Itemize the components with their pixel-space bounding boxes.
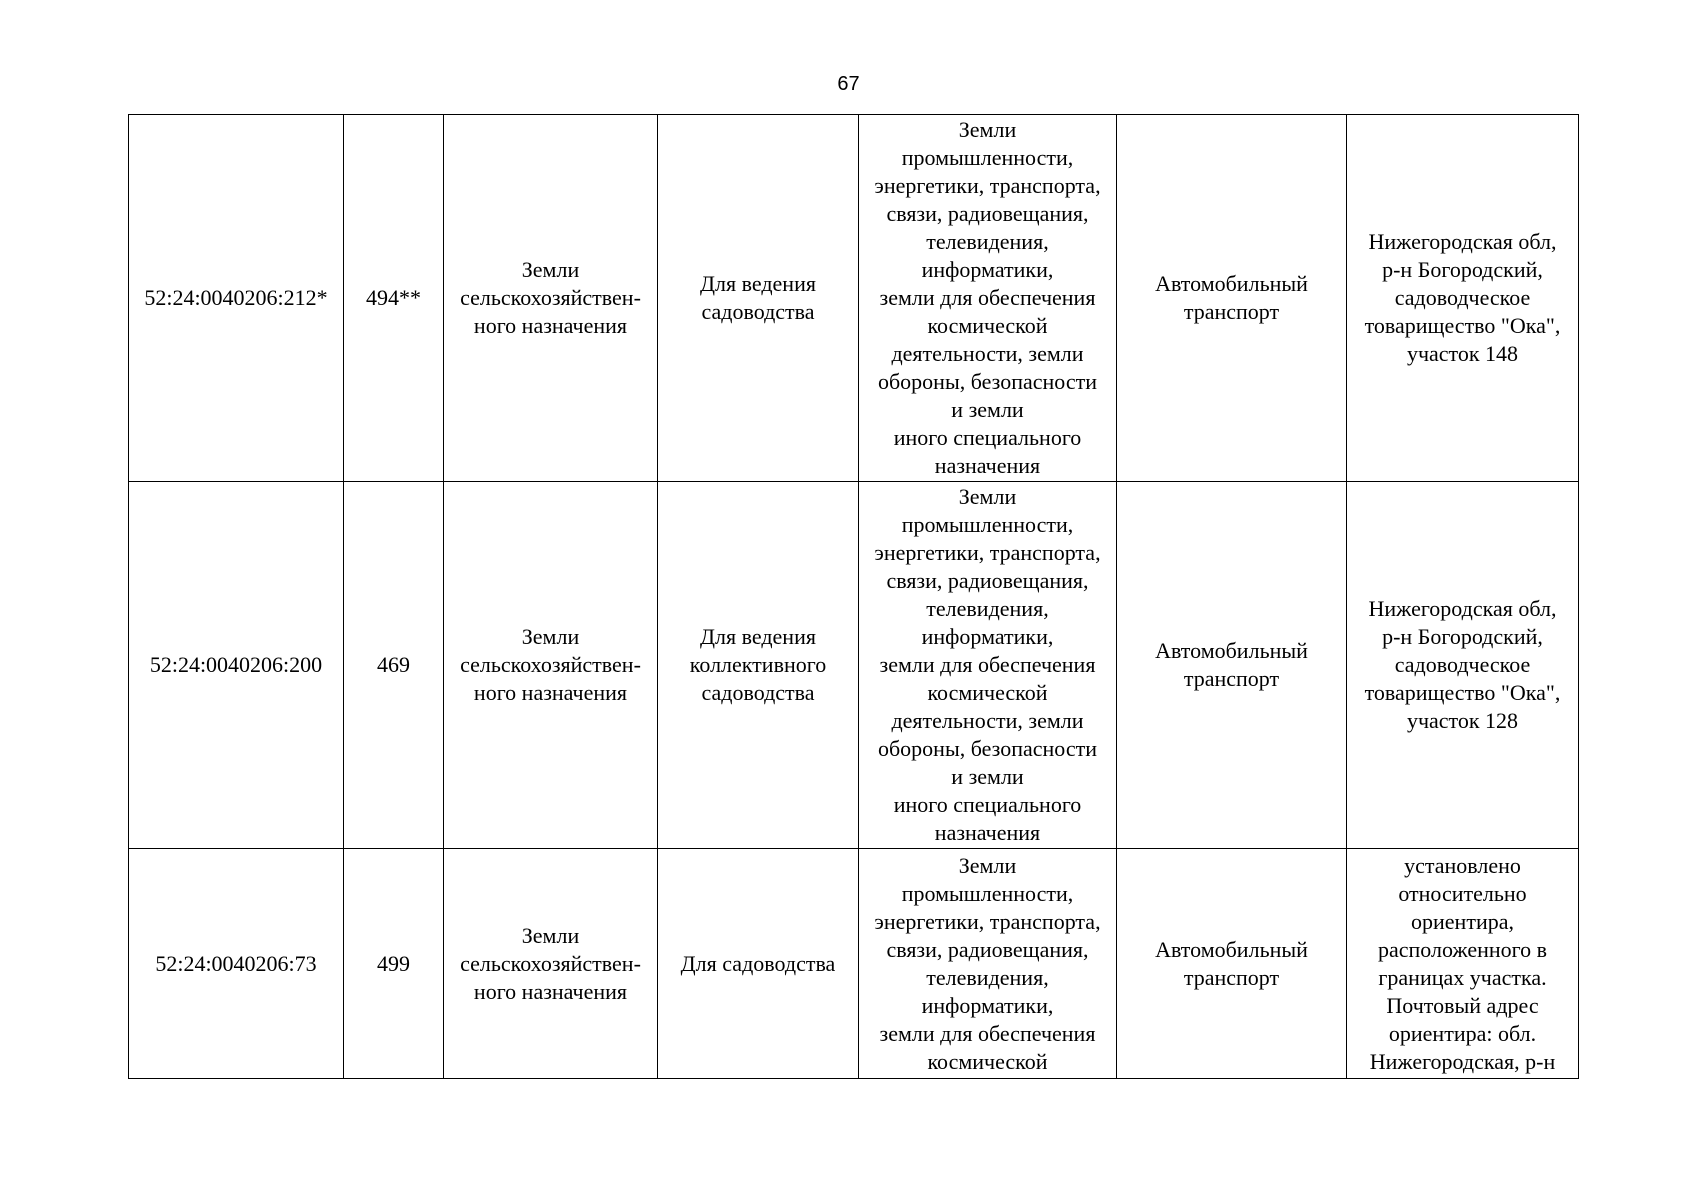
purpose-cell: Автомобильный транспорт (1117, 482, 1347, 849)
area-cell: 494** (344, 115, 444, 482)
purpose-cell: Автомобильный транспорт (1117, 849, 1347, 1079)
table-row (129, 482, 1579, 849)
permitted-use-cell: Для ведения садоводства (658, 115, 859, 482)
page-number: 67 (837, 73, 860, 95)
adjacent-category-cell: Земли промышленности, энергетики, транспорта, связи, радиовещания, телевидения, информатики, земли для обеспечения космической (859, 849, 1117, 1079)
address-cell: установлено относительно ориентира, расположенного в границах участка. Почтовый адрес ориентира: обл. Нижегородская, р-н (1347, 849, 1579, 1079)
cadastral-number-cell: 52:24:0040206:212* (129, 115, 344, 482)
land-plots-table (128, 114, 1579, 1079)
cadastral-number-cell: 52:24:0040206:73 (129, 849, 344, 1079)
land-category-cell: Земли сельскохозяйствен- ного назначения (444, 482, 658, 849)
land-category-cell: Земли сельскохозяйствен- ного назначения (444, 115, 658, 482)
permitted-use-cell: Для садоводства (658, 849, 859, 1079)
table-row (129, 115, 1579, 482)
permitted-use-cell: Для ведения коллективного садоводства (658, 482, 859, 849)
adjacent-category-cell: Земли промышленности, энергетики, транспорта, связи, радиовещания, телевидения, информатики, земли для обеспечения космической деятельности, земли обороны, безопасности и земли иного специального назначения (859, 482, 1117, 849)
purpose-cell: Автомобильный транспорт (1117, 115, 1347, 482)
cadastral-number-cell: 52:24:0040206:200 (129, 482, 344, 849)
area-cell: 499 (344, 849, 444, 1079)
area-cell: 469 (344, 482, 444, 849)
table-row (129, 849, 1579, 1079)
address-cell: Нижегородская обл, р-н Богородский, садоводческое товарищество "Ока", участок 128 (1347, 482, 1579, 849)
adjacent-category-cell: Земли промышленности, энергетики, транспорта, связи, радиовещания, телевидения, информатики, земли для обеспечения космической деятельности, земли обороны, безопасности и земли иного специального назначения (859, 115, 1117, 482)
land-category-cell: Земли сельскохозяйствен- ного назначения (444, 849, 658, 1079)
address-cell: Нижегородская обл, р-н Богородский, садоводческое товарищество "Ока", участок 148 (1347, 115, 1579, 482)
